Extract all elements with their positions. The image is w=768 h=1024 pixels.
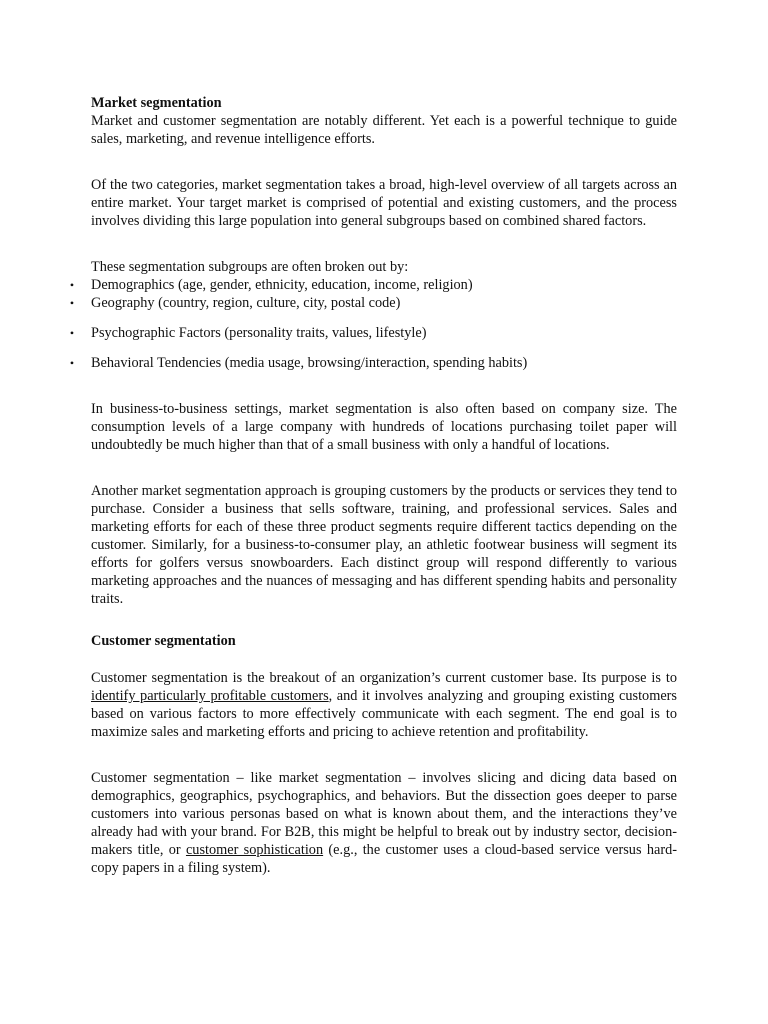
list-item-text: Geography (country, region, culture, city, postal code): [91, 295, 401, 311]
bullet-icon: •: [69, 356, 75, 370]
subgroup-list: [69, 276, 677, 372]
text-span: (e.g., the customer uses a cloud-based service versus hard-copy papers in a filing system).: [91, 842, 678, 876]
customer-segmentation-heading: Customer segmentation: [91, 633, 236, 649]
market-segmentation-heading: Market segmentation: [91, 95, 222, 111]
bullet-icon: •: [69, 326, 75, 340]
list-item: [69, 276, 677, 294]
list-item: [69, 294, 677, 312]
subgroups-intro-paragraph: These segmentation subgroups are often broken out by:: [91, 259, 409, 275]
market-overview-paragraph: Of the two categories, market segmentation takes a broad, high-level overview of all targets across an entire market. Your target market is comprised of potential and existing customers, and the process involves dividing this large population into general subgroups based on combined shared factors.: [91, 177, 677, 229]
customer-detail-paragraph: [91, 769, 677, 877]
list-item: [69, 324, 677, 342]
customer-sophistication-link[interactable]: customer sophistication: [185, 842, 324, 858]
profitable-customers-link[interactable]: identify particularly profitable customers: [91, 688, 329, 704]
market-intro-paragraph: Market and customer segmentation are notably different. Yet each is a powerful technique to guide sales, marketing, and revenue intelligence efforts.: [91, 113, 677, 147]
list-item-text: Behavioral Tendencies (media usage, browsing/interaction, spending habits): [91, 355, 528, 371]
bullet-icon: •: [69, 296, 75, 310]
bullet-icon: •: [69, 278, 75, 292]
text-span: Customer segmentation is the breakout of an organization’s current customer base. Its purpose is to: [91, 670, 677, 686]
list-item-text: Psychographic Factors (personality traits, values, lifestyle): [91, 325, 427, 341]
b2b-size-paragraph: In business-to-business settings, market segmentation is also often based on company size. The consumption levels of a large company with hundreds of locations purchasing toilet paper will undoubtedly be much higher than that of a small business with only a handful of locations.: [91, 401, 677, 453]
customer-intro-paragraph: [91, 669, 677, 741]
text-span: , and it involves analyzing and grouping existing customers based on various factors to more effectively communicate with each segment. The end goal is to maximize sales and marketing efforts and pricing to achieve retention and profitability.: [91, 688, 677, 740]
list-item-text: Demographics (age, gender, ethnicity, education, income, religion): [91, 277, 473, 293]
document-page: [69, 94, 678, 877]
text-span: Customer segmentation – like market segmentation – involves slicing and dicing data based on demographics, geographics, psychographics, and behaviors. But the dissection goes deeper to parse customers into various personas based on what is known about them, and the interactions they’ve already had with your brand. For B2B, this might be helpful to break out by industry sector, decision-makers title, or: [91, 770, 677, 858]
product-grouping-paragraph: Another market segmentation approach is grouping customers by the products or services they tend to purchase. Consider a business that sells software, training, and professional services. Sales and marketing efforts for each of these three product segments require different tactics depending on the customer. Similarly, for a business-to-consumer play, an athletic footwear business will segment its efforts for golfers versus snowboarders. Each distinct group will respond differently to various marketing approaches and the nuances of messaging and has different spending habits and personality traits.: [91, 483, 677, 607]
list-item: [69, 354, 677, 372]
